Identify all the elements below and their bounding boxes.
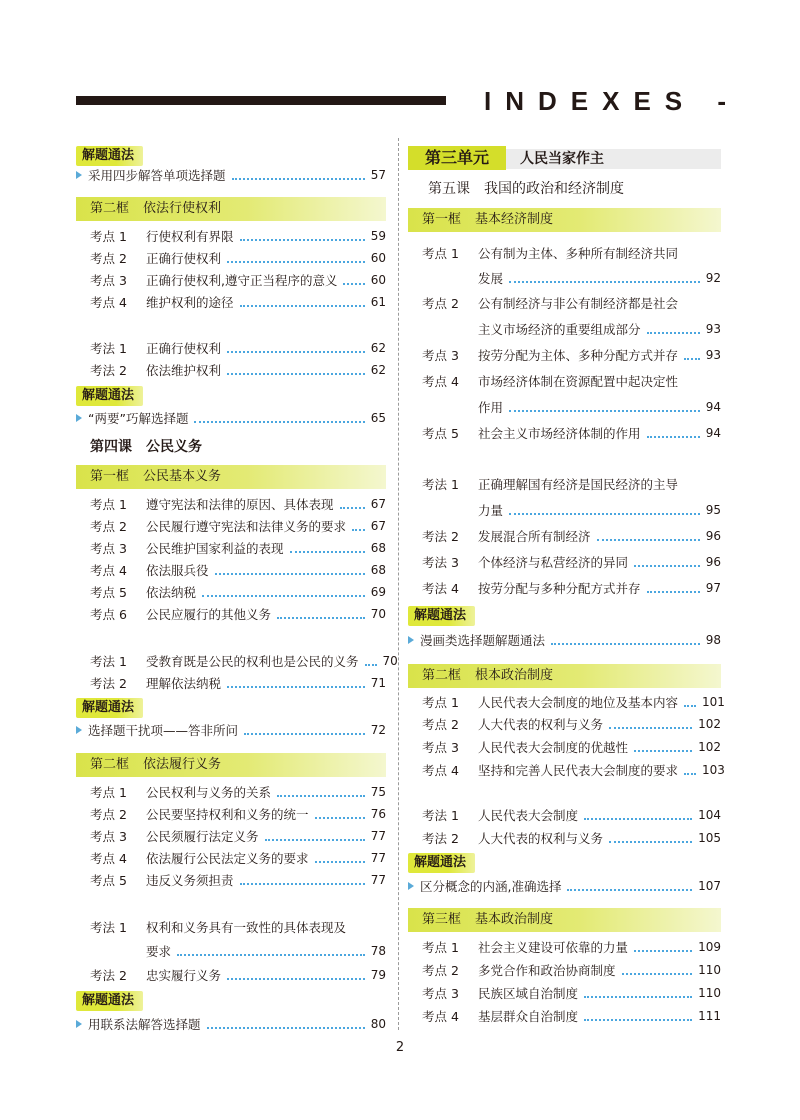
toc-entry[interactable]: 考法 1 受教育既是公民的权利也是公民的义务 70	[90, 654, 398, 669]
toc-entry[interactable]: 考点 4 基层群众自治制度 111	[422, 1009, 721, 1024]
unit-header	[408, 146, 721, 170]
solution-method-badge: 解题通法	[76, 386, 143, 406]
toc-entry[interactable]: 考法 2 人大代表的权利与义务 105	[422, 831, 721, 846]
toc-entry-continuation[interactable]: 要求 78	[146, 944, 386, 959]
toc-entry[interactable]: 考法 2 理解依法纳税 71	[90, 676, 386, 691]
toc-entry[interactable]: 考点 1 公民权利与义务的关系 75	[90, 785, 386, 800]
toc-entry-continuation[interactable]: 发展 92	[478, 271, 721, 286]
solution-method-badge: 解题通法	[76, 698, 143, 718]
toc-entry[interactable]: 考点 3 公民维护国家利益的表现 68	[90, 541, 386, 556]
toc-entry-continuation[interactable]: 作用 94	[478, 400, 721, 415]
toc-entry[interactable]: 考点 4 依法服兵役 68	[90, 563, 386, 578]
solution-method-link[interactable]: 漫画类选择题解题通法 98	[408, 630, 721, 650]
section-header: 第二框 依法行使权利	[76, 197, 386, 221]
toc-entry[interactable]: 考法 1 正确理解国有经济是国民经济的主导	[422, 477, 679, 492]
lesson-title: 第四课 公民义务	[90, 439, 202, 455]
solution-method-link[interactable]: 选择题干扰项——答非所问 72	[76, 720, 386, 740]
toc-entry[interactable]: 考法 4 按劳分配与多种分配方式并存 97	[422, 581, 721, 596]
solution-method-link[interactable]: 用联系法解答选择题 80	[76, 1014, 386, 1034]
toc-entry[interactable]: 考点 4 市场经济体制在资源配置中起决定性	[422, 374, 679, 389]
solution-method-badge: 解题通法	[76, 146, 143, 166]
toc-entry[interactable]: 考法 1 权利和义务具有一致性的具体表现及	[90, 920, 347, 935]
toc-entry[interactable]: 考点 5 违反义务须担责 77	[90, 873, 386, 888]
toc-entry[interactable]: 考点 4 坚持和完善人民代表大会制度的要求 103	[422, 763, 725, 778]
solution-method-badge: 解题通法	[408, 606, 475, 626]
toc-entry[interactable]: 考点 2 公民要坚持权利和义务的统一 76	[90, 807, 386, 822]
toc-entry[interactable]: 考点 3 人民代表大会制度的优越性 102	[422, 740, 721, 755]
section-header: 第三框 基本政治制度	[408, 908, 721, 932]
unit-label: 第三单元	[408, 146, 506, 170]
toc-entry-continuation[interactable]: 主义市场经济的重要组成部分 93	[478, 322, 721, 337]
toc-entry[interactable]: 考点 5 依法纳税 69	[90, 585, 386, 600]
page-number: 2	[395, 1040, 405, 1055]
header-title: INDEXES -	[484, 86, 741, 116]
toc-entry[interactable]: 考法 3 个体经济与私营经济的异同 96	[422, 555, 721, 570]
toc-entry[interactable]: 考点 3 按劳分配为主体、多种分配方式并存 93	[422, 348, 721, 363]
unit-title: 人民当家作主	[506, 149, 721, 169]
header-rule	[76, 96, 446, 105]
toc-entry[interactable]: 考点 3 正确行使权利,遵守正当程序的意义 60	[90, 273, 386, 288]
section-header: 第一框 基本经济制度	[408, 208, 721, 232]
lesson-title: 第五课 我国的政治和经济制度	[428, 181, 624, 197]
toc-entry[interactable]: 考点 1 行使权利有界限 59	[90, 229, 386, 244]
column-divider	[398, 138, 399, 1030]
toc-entry[interactable]: 考点 2 人大代表的权利与义务 102	[422, 717, 721, 732]
triangle-bullet-icon	[76, 171, 82, 179]
toc-entry[interactable]: 考点 2 公民履行遵守宪法和法律义务的要求 67	[90, 519, 386, 534]
solution-method-badge: 解题通法	[408, 853, 475, 873]
toc-entry[interactable]: 考点 2 公有制经济与非公有制经济都是社会	[422, 296, 679, 311]
triangle-bullet-icon	[408, 882, 414, 890]
section-header: 第二框 根本政治制度	[408, 664, 721, 688]
triangle-bullet-icon	[76, 726, 82, 734]
solution-method-badge: 解题通法	[76, 991, 143, 1011]
toc-entry[interactable]: 考点 1 公有制为主体、多种所有制经济共同	[422, 246, 679, 261]
toc-entry[interactable]: 考点 2 多党合作和政治协商制度 110	[422, 963, 721, 978]
toc-entry[interactable]: 考点 1 社会主义建设可依靠的力量 109	[422, 940, 721, 955]
triangle-bullet-icon	[408, 636, 414, 644]
toc-entry[interactable]: 考点 5 社会主义市场经济体制的作用 94	[422, 426, 721, 441]
triangle-bullet-icon	[76, 1020, 82, 1028]
toc-entry[interactable]: 考点 4 依法履行公民法定义务的要求 77	[90, 851, 386, 866]
toc-entry[interactable]: 考点 3 公民须履行法定义务 77	[90, 829, 386, 844]
toc-entry[interactable]: 考点 4 维护权利的途径 61	[90, 295, 386, 310]
toc-entry[interactable]: 考法 2 忠实履行义务 79	[90, 968, 386, 983]
toc-entry[interactable]: 考点 3 民族区域自治制度 110	[422, 986, 721, 1001]
solution-method-link[interactable]: 采用四步解答单项选择题 57	[76, 165, 386, 185]
solution-method-link[interactable]: “两要”巧解选择题 65	[76, 408, 386, 428]
solution-method-link[interactable]: 区分概念的内涵,准确选择 107	[408, 876, 721, 896]
toc-entry[interactable]: 考法 1 人民代表大会制度 104	[422, 808, 721, 823]
section-header: 第二框 依法履行义务	[76, 753, 386, 777]
triangle-bullet-icon	[76, 414, 82, 422]
toc-entry[interactable]: 考法 2 依法维护权利 62	[90, 363, 386, 378]
toc-entry[interactable]: 考点 1 遵守宪法和法律的原因、具体表现 67	[90, 497, 386, 512]
section-header: 第一框 公民基本义务	[76, 465, 386, 489]
toc-entry[interactable]: 考点 1 人民代表大会制度的地位及基本内容 101	[422, 695, 725, 710]
toc-entry[interactable]: 考点 2 正确行使权利 60	[90, 251, 386, 266]
toc-entry[interactable]: 考点 6 公民应履行的其他义务 70	[90, 607, 386, 622]
toc-entry-continuation[interactable]: 力量 95	[478, 503, 721, 518]
toc-entry[interactable]: 考法 2 发展混合所有制经济 96	[422, 529, 721, 544]
toc-entry[interactable]: 考法 1 正确行使权利 62	[90, 341, 386, 356]
